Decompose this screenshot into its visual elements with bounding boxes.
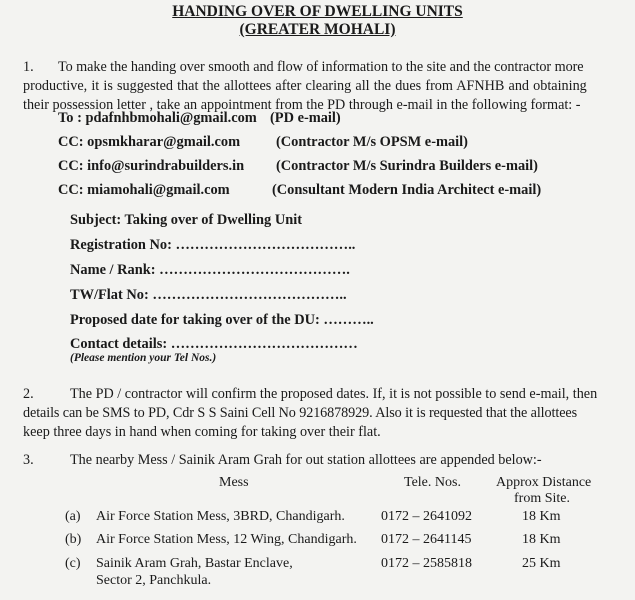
form-contact-note: (Please mention your Tel Nos.): [70, 352, 217, 364]
paragraph-line: To make the handing over smooth and flow of information to the site and the contractor more: [58, 59, 584, 75]
row-distance: 18 Km: [522, 509, 561, 524]
row-mess: Air Force Station Mess, 12 Wing, Chandigarh.: [96, 532, 357, 547]
document-title: HANDING OVER OF DWELLING UNITS: [172, 3, 463, 20]
form-proposed-date: Proposed date for taking over of the DU: ………..: [70, 312, 374, 328]
paragraph-line: The nearby Mess / Sainik Aram Grah for out station allottees are appended below:-: [70, 452, 542, 468]
column-header-distance: from Site.: [514, 491, 570, 506]
column-header-distance: Approx Distance: [496, 475, 592, 490]
document-subtitle: (GREATER MOHALI): [239, 21, 396, 38]
email-to: To : pdafnhbmohali@gmail.com: [58, 110, 257, 126]
email-cc: CC: opsmkharar@gmail.com: [58, 134, 241, 150]
email-note: (PD e-mail): [270, 110, 341, 126]
row-tele: 0172 – 2585818: [381, 556, 472, 571]
email-cc: CC: miamohali@gmail.com: [58, 182, 230, 198]
row-distance: 18 Km: [522, 532, 561, 547]
column-header-tele: Tele. Nos.: [404, 475, 461, 490]
row-mess-line2: Sector 2, Panchkula.: [96, 573, 212, 588]
row-mess: Air Force Station Mess, 3BRD, Chandigarh.: [96, 509, 345, 524]
row-tele: 0172 – 2641145: [381, 532, 472, 547]
paragraph-line: The PD / contractor will confirm the proposed dates. If, it is not possible to send e-mail, then: [70, 386, 598, 402]
row-tele: 0172 – 2641092: [381, 509, 472, 524]
paragraph-number: 3.: [23, 452, 34, 468]
email-note: (Consultant Modern India Architect e-mail): [272, 182, 542, 198]
form-name-rank: Name / Rank: ………………………………….: [70, 262, 350, 278]
paragraph-line: keep three days in hand when coming for taking over their flat.: [23, 424, 381, 440]
paragraph-line: details can be SMS to PD, Cdr S S Saini Cell No 9216878929. Also it is requested that the allottees: [23, 405, 578, 421]
paragraph-number: 2.: [23, 386, 34, 402]
paragraph-line: productive, it is suggested that the allottees after clearing all the dues from AFNHB and obtaining: [23, 78, 587, 94]
row-index: (c): [65, 556, 81, 571]
row-index: (a): [65, 509, 81, 524]
form-subject: Subject: Taking over of Dwelling Unit: [70, 212, 303, 228]
form-contact: Contact details: …………………………………: [70, 336, 358, 352]
paragraph-number: 1.: [23, 59, 34, 75]
column-header-mess: Mess: [219, 475, 249, 490]
row-index: (b): [65, 532, 82, 547]
email-note: (Contractor M/s OPSM e-mail): [276, 134, 468, 150]
email-note: (Contractor M/s Surindra Builders e-mail): [276, 158, 538, 174]
form-registration: Registration No: ………………………………..: [70, 237, 356, 253]
paragraph-line: their possession letter , take an appointment from the PD through e-mail in the following format: -: [23, 97, 581, 113]
form-flat: TW/Flat No: …………………………………..: [70, 287, 347, 303]
email-cc: CC: info@surindrabuilders.in: [58, 158, 245, 174]
row-distance: 25 Km: [522, 556, 561, 571]
row-mess: Sainik Aram Grah, Bastar Enclave,: [96, 556, 293, 571]
